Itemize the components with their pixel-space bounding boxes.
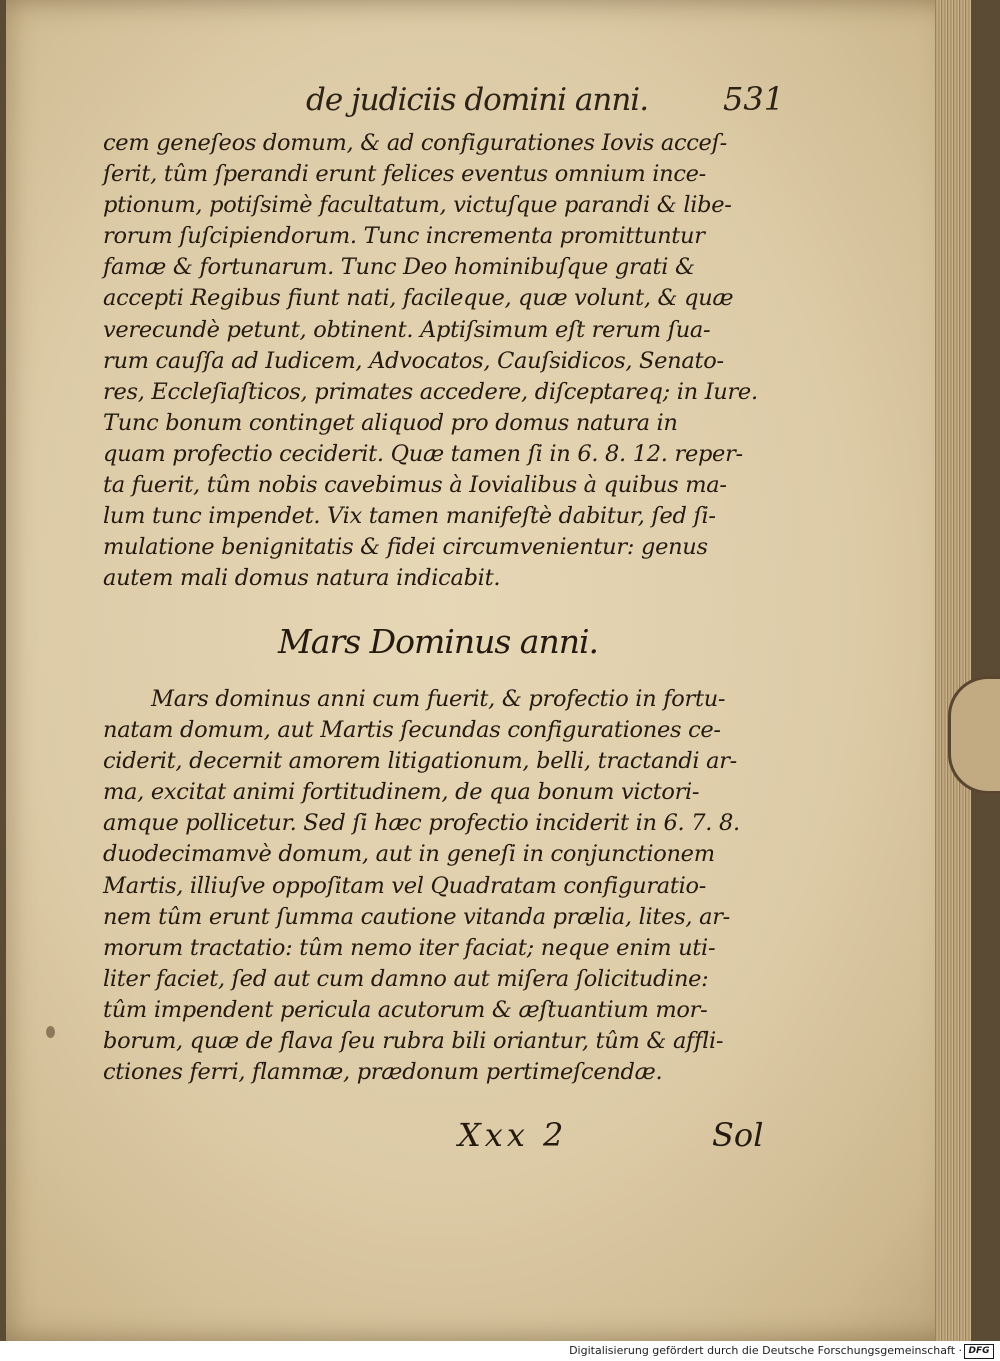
text-line: ctiones ferri, flammæ, prædonum pertimeſcendæ.	[103, 1059, 663, 1086]
text-line: tûm impendent pericula acutorum & æſtuantium mor-	[103, 996, 708, 1023]
paragraph-2	[103, 684, 773, 1088]
text-line: ma, excitat animi fortitudinem, de qua bonum victori-	[103, 779, 700, 806]
section-heading: Mars Dominus anni.	[278, 622, 598, 661]
text-line: mulatione benignitatis & fidei circumvenientur: genus	[103, 534, 708, 561]
text-line: nem tûm erunt ſumma cautione vitanda prælia, lites, ar-	[103, 903, 730, 930]
text-line: lum tunc impendet. Vix tamen manifeſtè dabitur, ſed ſi-	[103, 503, 716, 530]
catchword: Sol	[712, 1116, 764, 1154]
text-line: Martis, illiuſve oppoſitam vel Quadratam configuratio-	[103, 872, 707, 899]
book-page	[6, 0, 971, 1341]
page-number: 531	[723, 80, 785, 118]
text-line: natam domum, aut Martis ſecundas configurationes ce-	[103, 717, 721, 744]
text-line: Mars dominus anni cum fuerit, & profectio in fortu-	[151, 686, 726, 712]
text-line: res, Eccleſiaſticos, primates accedere, diſceptareq; in Iure.	[103, 378, 758, 405]
text-line: accepti Regibus fiunt nati, facileque, quæ volunt, & quæ	[103, 285, 734, 312]
text-line: ciderit, decernit amorem litigationum, belli, tractandi ar-	[103, 748, 737, 775]
text-line: ſerit, tûm ſperandi erunt felices eventus omnium ince-	[103, 161, 706, 188]
running-head: de judiciis domini anni.	[306, 82, 649, 118]
text-line: borum, quæ de flava ſeu rubra bili oriantur, tûm & affli-	[103, 1028, 724, 1055]
text-line: amque pollicetur. Sed ſi hæc profectio inciderit in 6. 7. 8.	[103, 810, 740, 837]
paragraph-1	[103, 128, 773, 594]
footer-bar	[0, 1341, 1000, 1361]
text-line: verecundè petunt, obtinent. Aptiſsimum eſt rerum ſua-	[103, 316, 711, 343]
text-line: autem mali domus natura indicabit.	[103, 565, 501, 592]
page-clip	[948, 676, 1000, 794]
text-line: morum tractatio: tûm nemo iter faciat; neque enim uti-	[103, 934, 716, 961]
page-edges	[935, 0, 971, 1341]
text-line: ta fuerit, tûm nobis cavebimus à Iovialibus à quibus ma-	[103, 472, 727, 499]
dfg-logo: DFG	[964, 1344, 994, 1359]
text-line: quam profectio ceciderit. Quæ tamen ſi in 6. 8. 12. reper-	[103, 440, 743, 467]
text-line: rorum ſuſcipiendorum. Tunc incrementa promittuntur	[103, 223, 705, 250]
ink-spot	[46, 1026, 55, 1038]
text-line: Tunc bonum continget aliquod pro domus natura in	[103, 409, 678, 436]
text-line: liter faciet, ſed aut cum damno aut miſera ſolicitudine:	[103, 965, 709, 992]
text-line: rum cauſſa ad Iudicem, Advocatos, Cauſsidicos, Senato-	[103, 347, 724, 374]
text-line: duodecimamvè domum, aut in geneſi in conjunctionem	[103, 841, 715, 868]
text-line: ptionum, potiſsimè facultatum, victuſque parandi & libe-	[103, 192, 732, 219]
funding-credit: Digitalisierung gefördert durch die Deutsche Forschungsgemeinschaft ·	[569, 1344, 962, 1357]
text-line: cem geneſeos domum, & ad configurationes Iovis acceſ-	[103, 130, 727, 156]
signature-mark: Xxx 2	[458, 1116, 568, 1154]
text-line: famæ & fortunarum. Tunc Deo hominibuſque grati &	[103, 254, 695, 281]
